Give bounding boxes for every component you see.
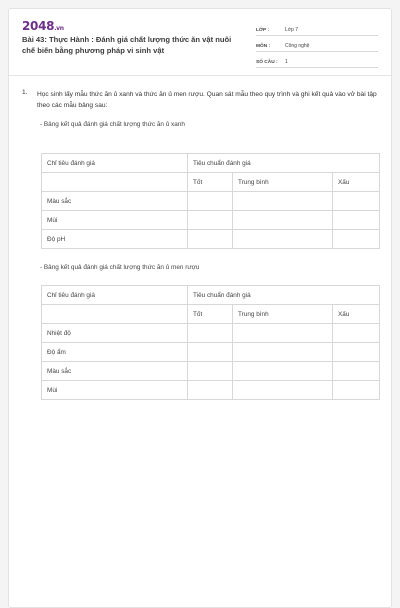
meta-label-question-count: SỐ CÂU : — [256, 59, 278, 65]
row-label: Độ pH — [42, 230, 188, 249]
answer-cell[interactable] — [333, 211, 380, 230]
answer-cell[interactable] — [188, 230, 233, 249]
table-row — [42, 230, 380, 249]
table-header-row — [42, 154, 380, 173]
answer-cell[interactable] — [333, 324, 380, 343]
table-row — [42, 362, 380, 381]
results-table-silage — [41, 153, 380, 249]
row-label: Màu sắc — [42, 362, 188, 381]
table-row — [42, 324, 380, 343]
answer-cell[interactable] — [188, 324, 233, 343]
row-label: Độ ẩm — [42, 343, 188, 362]
level-average: Trung bình — [233, 173, 333, 192]
answer-cell[interactable] — [233, 343, 333, 362]
lesson-title: Bài 43: Thực Hành : Đánh giá chất lượng thức ăn vật nuôi chế biến bằng phương pháp vi sinh vật — [22, 35, 232, 55]
header-criteria: Chỉ tiêu đánh giá — [42, 154, 188, 173]
lesson-meta — [256, 21, 378, 69]
answer-cell[interactable] — [233, 324, 333, 343]
answer-cell[interactable] — [188, 362, 233, 381]
header-criteria: Chỉ tiêu đánh giá — [42, 286, 188, 305]
header-standard: Tiêu chuẩn đánh giá — [188, 286, 380, 305]
table-row — [42, 381, 380, 400]
answer-cell[interactable] — [233, 230, 333, 249]
answer-cell[interactable] — [188, 343, 233, 362]
row-label: Màu sắc — [42, 192, 188, 211]
answer-cell[interactable] — [333, 381, 380, 400]
empty-cell — [42, 305, 188, 324]
level-poor: Xấu — [333, 305, 380, 324]
meta-row-question-count — [256, 53, 378, 68]
empty-cell — [42, 173, 188, 192]
row-label: Mùi — [42, 211, 188, 230]
level-good: Tốt — [188, 305, 233, 324]
answer-cell[interactable] — [188, 192, 233, 211]
answer-cell[interactable] — [233, 381, 333, 400]
row-label: Mùi — [42, 381, 188, 400]
question-text: Học sinh lấy mẫu thức ăn ủ xanh và thức ăn ủ men rượu. Quan sát mẫu theo quy trình và ghi kết quả vào vở bài tập theo các mẫu bảng sau: — [37, 91, 377, 109]
table-levels-row — [42, 173, 380, 192]
meta-label-class: LỚP : — [256, 27, 270, 33]
table-caption-silage: - Bảng kết quả đánh giá chất lượng thức ăn ủ xanh — [40, 121, 185, 128]
header-standard: Tiêu chuẩn đánh giá — [188, 154, 380, 173]
answer-cell[interactable] — [333, 362, 380, 381]
table-levels-row — [42, 305, 380, 324]
results-table-yeast — [41, 285, 380, 400]
table-caption-yeast: - Bảng kết quả đánh giá chất lượng thức ăn ủ men rượu — [40, 264, 200, 271]
answer-cell[interactable] — [333, 192, 380, 211]
answer-cell[interactable] — [333, 230, 380, 249]
meta-value-subject: Công nghệ — [285, 42, 310, 49]
row-label: Nhiệt độ — [42, 324, 188, 343]
logo-domain: .vn — [54, 25, 64, 32]
meta-label-subject: MÔN : — [256, 43, 271, 49]
answer-cell[interactable] — [188, 211, 233, 230]
table-row — [42, 192, 380, 211]
question-number: 1. — [22, 89, 28, 96]
answer-cell[interactable] — [233, 211, 333, 230]
site-logo[interactable] — [22, 19, 64, 33]
table-row — [42, 211, 380, 230]
level-average: Trung bình — [233, 305, 333, 324]
worksheet-page — [8, 8, 392, 608]
answer-cell[interactable] — [333, 343, 380, 362]
meta-value-class: Lớp 7 — [285, 26, 299, 33]
table-header-row — [42, 286, 380, 305]
level-poor: Xấu — [333, 173, 380, 192]
answer-cell[interactable] — [233, 192, 333, 211]
logo-main: 2048 — [22, 19, 55, 33]
meta-row-class — [256, 21, 378, 36]
worksheet-header — [9, 9, 391, 75]
meta-row-subject — [256, 37, 378, 52]
table-row — [42, 343, 380, 362]
answer-cell[interactable] — [233, 362, 333, 381]
level-good: Tốt — [188, 173, 233, 192]
meta-value-question-count: 1 — [285, 58, 288, 65]
answer-cell[interactable] — [188, 381, 233, 400]
header-divider — [9, 75, 391, 76]
